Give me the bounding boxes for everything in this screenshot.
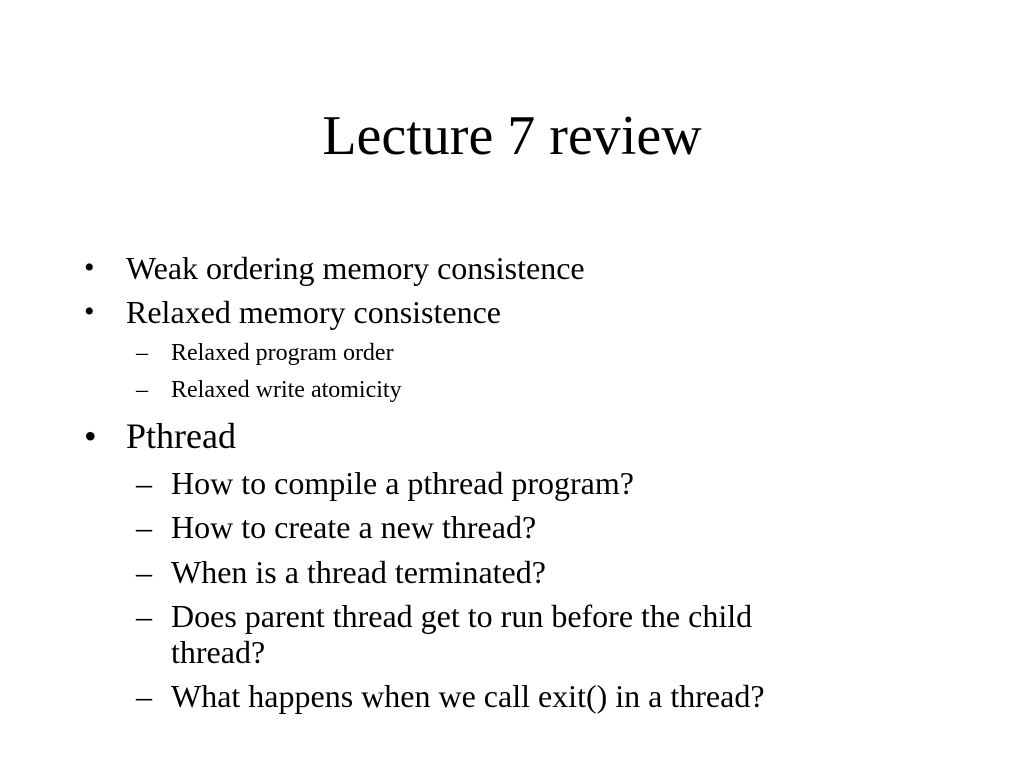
dash-marker: – — [136, 554, 152, 590]
sub-compile-pthread: How to compile a pthread program? — [171, 465, 634, 501]
dash-marker: – — [136, 340, 148, 366]
sub-parent-child-line2: thread? — [171, 634, 266, 670]
slide-title: Lecture 7 review — [322, 105, 702, 167]
bullet-marker: • — [84, 416, 97, 456]
dash-marker: – — [136, 509, 152, 545]
sub-parent-child-line1: Does parent thread get to run before the child — [171, 598, 753, 634]
bullet-marker: • — [84, 295, 95, 328]
bullet-relaxed-memory: Relaxed memory consistence — [126, 294, 501, 330]
bullet-pthread: Pthread — [126, 416, 236, 456]
bullet-marker: • — [84, 251, 95, 284]
dash-marker: – — [136, 465, 152, 501]
dash-marker: – — [136, 598, 152, 634]
sub-exit-in-thread: What happens when we call exit() in a thread? — [171, 678, 765, 714]
dash-marker: – — [136, 377, 148, 403]
sub-thread-terminated: When is a thread terminated? — [171, 554, 546, 590]
sub-create-thread: How to create a new thread? — [171, 509, 537, 545]
sub-relaxed-write-atomicity: Relaxed write atomicity — [171, 377, 402, 403]
dash-marker: – — [136, 678, 152, 714]
bullet-weak-ordering: Weak ordering memory consistence — [126, 250, 585, 286]
sub-relaxed-program-order: Relaxed program order — [171, 340, 394, 366]
